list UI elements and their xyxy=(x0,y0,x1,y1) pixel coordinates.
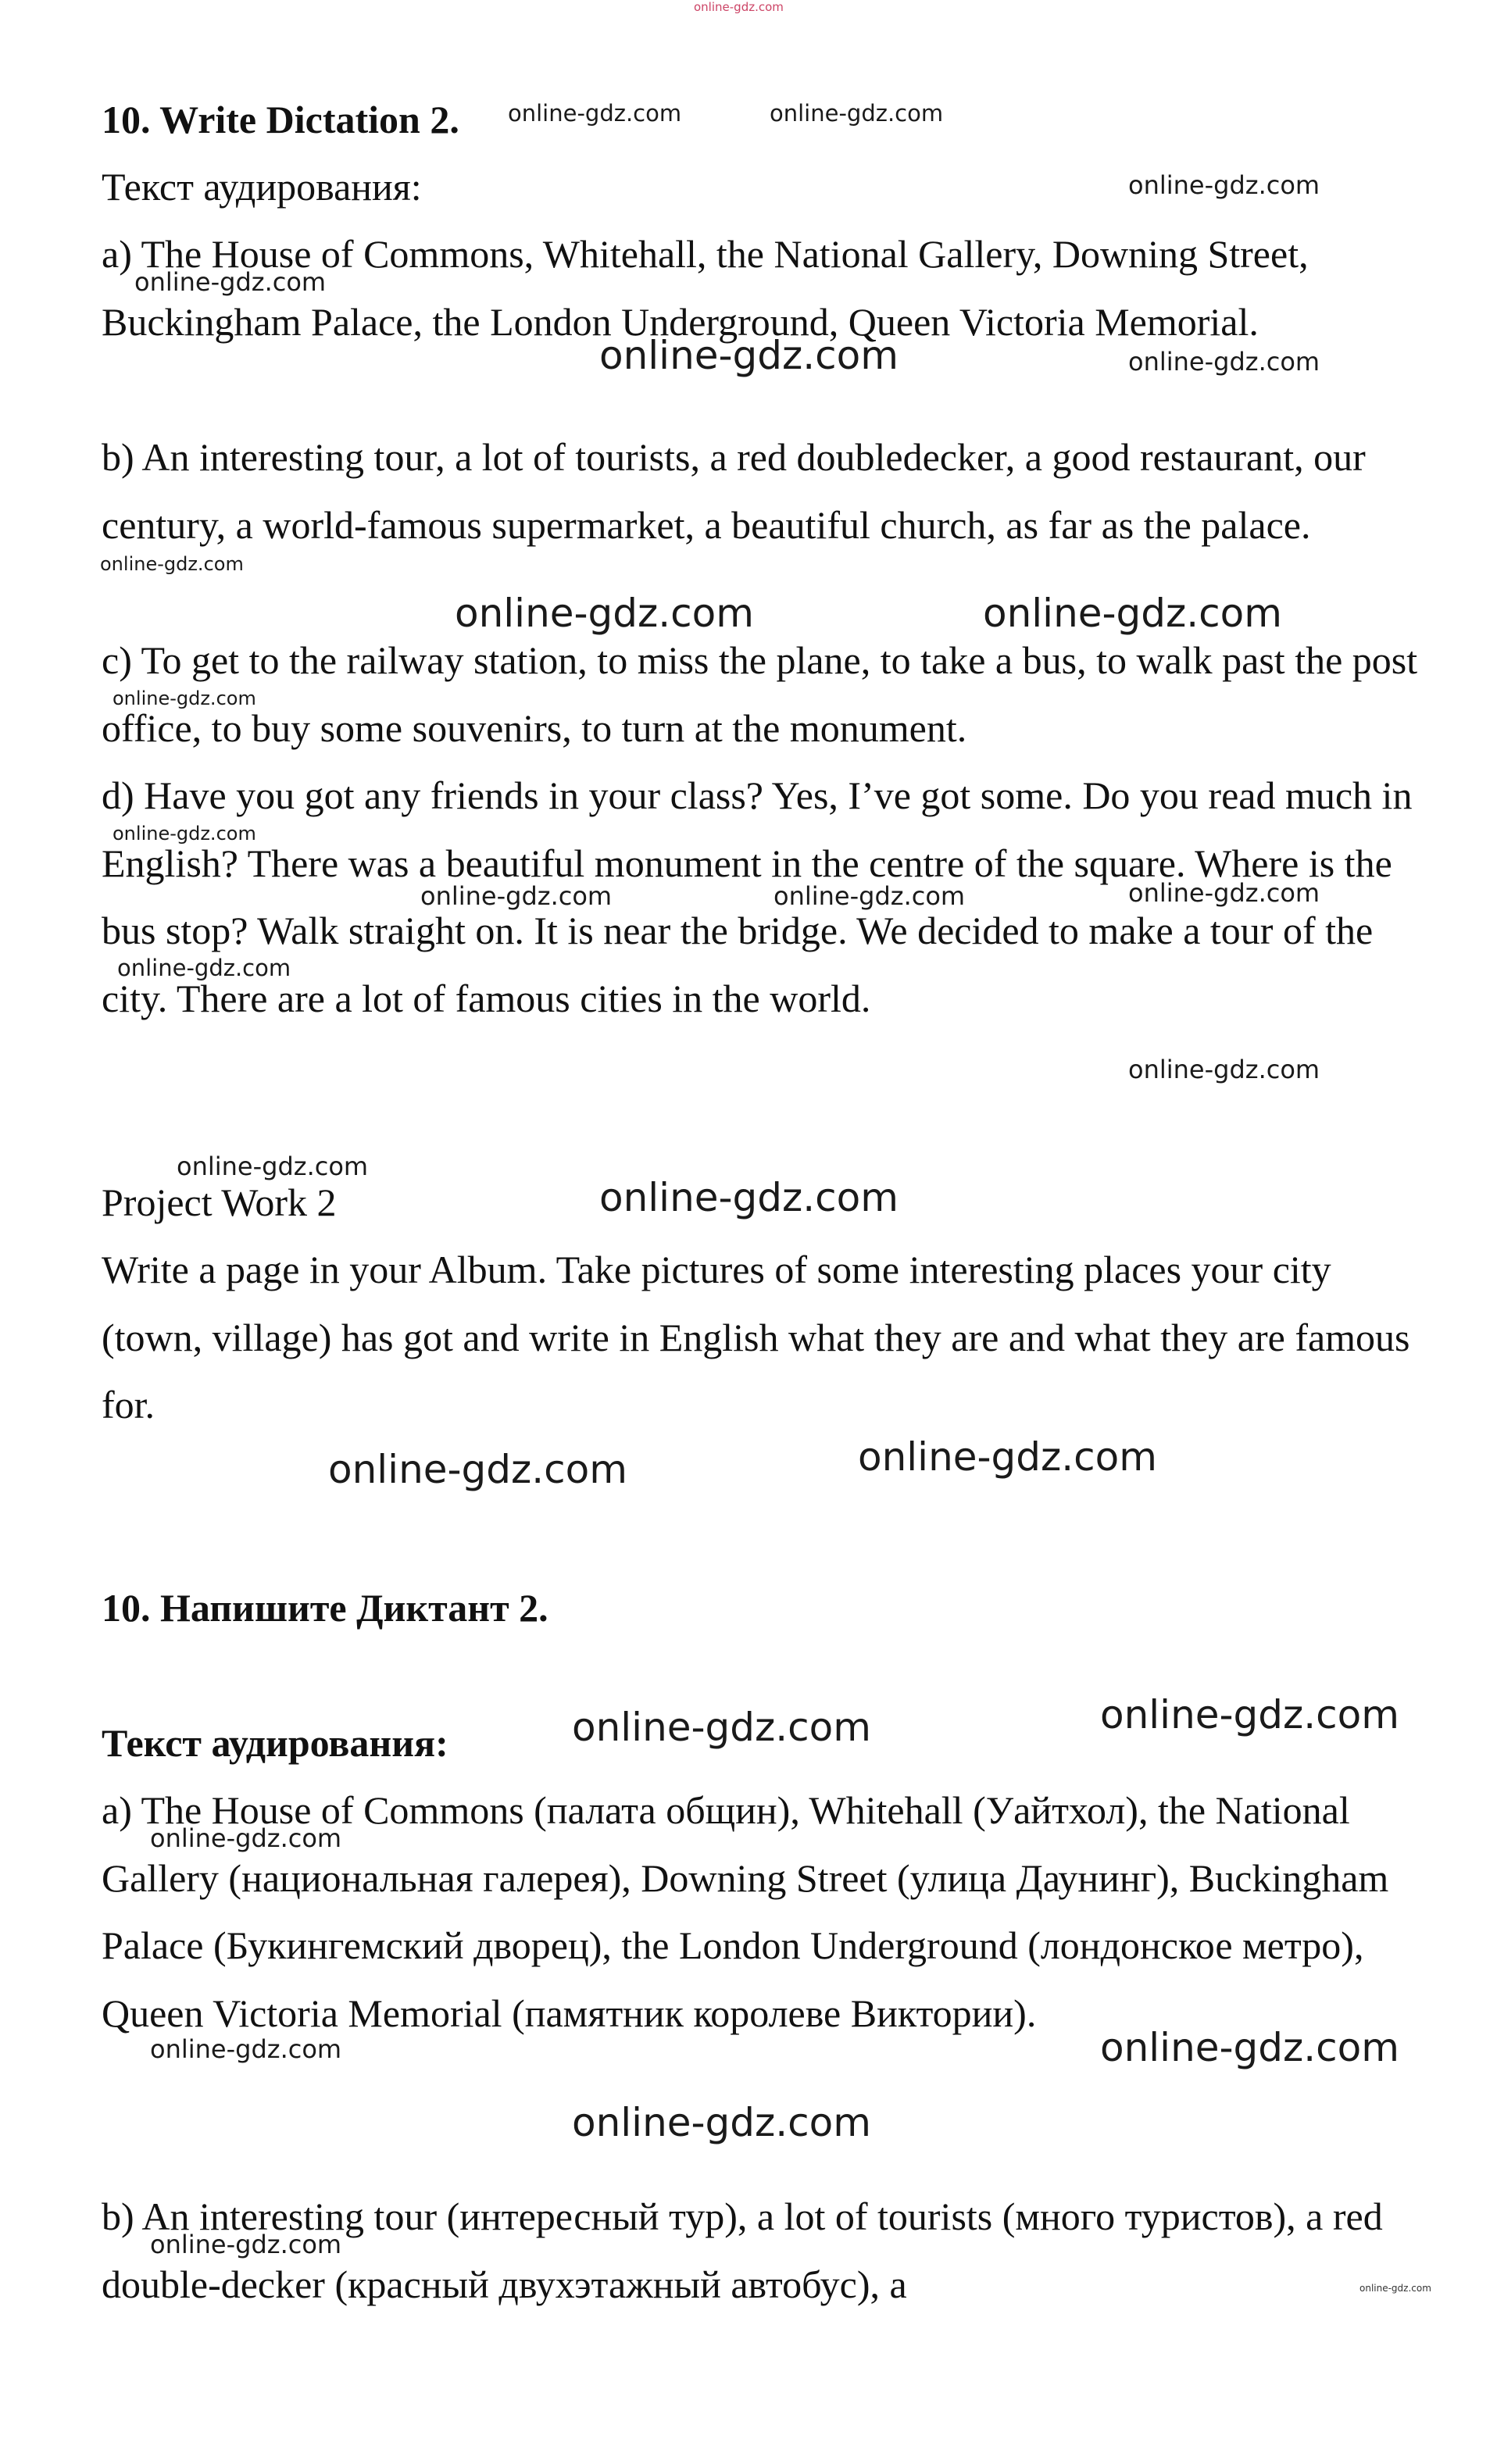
watermark: online-gdz.com xyxy=(599,1175,899,1220)
project-text: Write a page in your Album. Take pictures of some interesting places your city (town, village) has got and write in English what they are and what they are famous for. xyxy=(102,1248,1410,1427)
watermark: online-gdz.com xyxy=(1128,1055,1320,1084)
watermark: online-gdz.com xyxy=(420,881,613,911)
watermark: online-gdz.com xyxy=(134,267,327,297)
translation-paragraph-a: a) The House of Commons (палата общин), Whitehall (Уайтхол), the National Gallery (национальная галерея), Downing Street (улица Даунинг), Buckingham Palace (Букингемский дворец), the London Underground (лондонское метро), Queen Victoria Memorial (памятник королеве Виктории). xyxy=(102,1788,1389,2035)
watermark: online-gdz.com xyxy=(117,955,291,981)
watermark: online-gdz.com xyxy=(1128,170,1320,200)
watermark: online-gdz.com xyxy=(1100,2025,1399,2070)
watermark: online-gdz.com xyxy=(1128,878,1320,908)
watermark: online-gdz.com xyxy=(455,591,754,636)
watermark: online-gdz.com xyxy=(1100,1692,1399,1737)
watermark: online-gdz.com xyxy=(572,2100,871,2145)
watermark: online-gdz.com xyxy=(858,1434,1157,1480)
project-title: Project Work 2 xyxy=(102,1180,337,1224)
watermark: online-gdz.com xyxy=(983,591,1282,636)
watermark: online-gdz.com xyxy=(1128,347,1320,377)
watermark: online-gdz.com xyxy=(508,100,682,127)
listening-text-label: Текст аудирования: xyxy=(102,165,422,209)
watermark: online-gdz.com xyxy=(774,881,966,911)
paragraph-b: b) An interesting tour, a lot of tourists, a red doubledecker, a good restaurant, our century, a world-famous supermarket, a beautiful church, as far as the palace. xyxy=(102,435,1366,547)
paragraph-c: c) To get to the railway station, to miss the plane, to take a bus, to walk past the post office, to buy some souvenirs, to turn at the monument. xyxy=(102,638,1418,750)
watermark-top: online-gdz.com xyxy=(694,0,784,14)
watermark: online-gdz.com xyxy=(113,823,256,845)
dictation-heading: 10. Write Dictation 2. xyxy=(102,98,459,141)
translation-heading: 10. Напишите Диктант 2. xyxy=(102,1586,548,1630)
watermark: online-gdz.com xyxy=(770,100,944,127)
watermark: online-gdz.com xyxy=(100,553,244,575)
watermark: online-gdz.com xyxy=(150,2230,342,2259)
watermark: online-gdz.com xyxy=(150,2034,342,2064)
paragraph-d: d) Have you got any friends in your class? Yes, I’ve got some. Do you read much in English? There was a beautiful monument in the centre of the square. Where is the bus stop? Walk straight on. It is near the bridge. We decided to make a tour of the city. There are a lot of famous cities in the world. xyxy=(102,773,1413,1020)
watermark: online-gdz.com xyxy=(150,1823,342,1853)
watermark: online-gdz.com xyxy=(599,333,899,378)
watermark: online-gdz.com xyxy=(572,1705,871,1750)
watermark: online-gdz.com xyxy=(177,1152,369,1181)
paragraph-a: a) The House of Commons, Whitehall, the National Gallery, Downing Street, Buckingham Palace, the London Underground, Queen Victoria Memorial. xyxy=(102,232,1309,344)
watermark: online-gdz.com xyxy=(1359,2283,1431,2294)
watermark: online-gdz.com xyxy=(113,687,256,709)
translation-listening-label: Текст аудирования: xyxy=(102,1721,448,1765)
watermark: online-gdz.com xyxy=(328,1447,627,1492)
translation-paragraph-b: b) An interesting tour (интересный тур), a lot of tourists (много туристов), a red double-decker (красный двухэтажный автобус), a xyxy=(102,2194,1383,2306)
